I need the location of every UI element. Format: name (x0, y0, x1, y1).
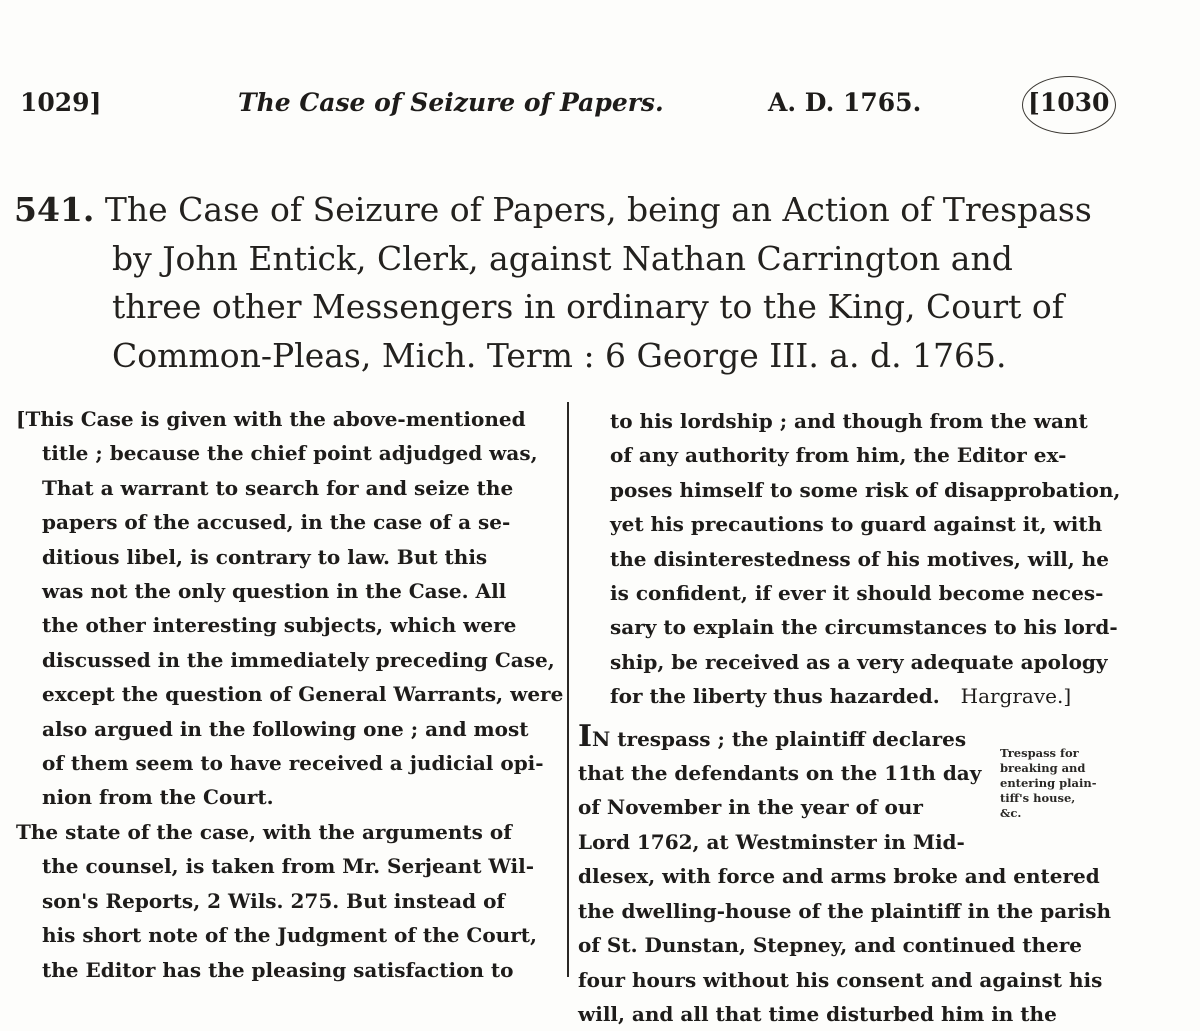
text-line: four hours without his consent and against his (578, 967, 1103, 992)
text-line: That a warrant to search for and seize the (42, 475, 514, 500)
text-line: yet his precautions to guard against it, with (610, 512, 1103, 537)
running-year: A. D. 1765. (768, 88, 922, 117)
running-title: The Case of Seizure of Papers. (238, 88, 664, 117)
text-line: sary to explain the circumstances to his lord- (610, 615, 1118, 640)
editor-signature: Hargrave.] (960, 684, 1072, 709)
text-line: ditious libel, is contrary to law. But this (42, 544, 488, 569)
text-line-body: N trespass ; the plaintiff declares (592, 726, 967, 751)
text-line: the dwelling-house of the plaintiff in the parish (578, 898, 1112, 923)
text-line: to his lordship ; and though from the want (610, 409, 1088, 433)
text-line: papers of the accused, in the case of a se- (42, 510, 511, 535)
text-line: of St. Dunstan, Stepney, and continued there (578, 933, 1083, 958)
text-line: [This Case is given with the above-mentioned (16, 407, 526, 431)
right-page-number: [1030 (1028, 88, 1110, 117)
text-line: son's Reports, 2 Wils. 275. But instead of (42, 888, 506, 913)
heading-line-1-text: The Case of Seizure of Papers, being an Action of Trespass (104, 190, 1092, 229)
closing-text: for the liberty thus hazarded. (610, 684, 940, 709)
margin-note (1000, 746, 1130, 821)
margin-note-line: breaking and (1000, 761, 1086, 775)
right-column (578, 404, 1121, 1031)
text-line: the Editor has the pleasing satisfaction to (42, 957, 514, 982)
left-page-number: 1029] (20, 88, 102, 117)
text-line: the disinterestedness of his motives, will, he (610, 546, 1109, 571)
text-line: dlesex, with force and arms broke and entered (578, 864, 1100, 889)
text-line: The state of the case, with the arguments of (16, 819, 512, 844)
text-line: also argued in the following one ; and most (42, 716, 529, 741)
text-line: except the question of General Warrants, were (42, 682, 564, 707)
running-head (20, 88, 1120, 128)
margin-note-line: entering plain- (1000, 776, 1097, 790)
case-heading (14, 186, 1124, 380)
text-line: Lord 1762, at Westminster in Mid- (578, 829, 965, 854)
text-line: is confident, if ever it should become neces- (610, 581, 1104, 606)
closing-line (578, 679, 1118, 713)
circled-page-number-mark (1022, 76, 1116, 134)
column-divider (567, 402, 569, 977)
text-line: ship, be received as a very adequate apology (610, 649, 1108, 674)
drop-cap: I (578, 718, 593, 754)
text-line: his short note of the Judgment of the Court, (42, 923, 537, 948)
text-line: will, and all that time disturbed him in the (578, 1001, 1057, 1026)
text-line: title ; because the chief point adjudged was, (42, 441, 538, 466)
heading-line-3: three other Messengers in ordinary to the King, Court of (112, 287, 1064, 326)
heading-line-2: by John Entick, Clerk, against Nathan Carrington and (112, 238, 1013, 278)
text-line: the other interesting subjects, which were (42, 613, 517, 638)
heading-line-1 (14, 186, 1124, 235)
heading-line-4: Common-Pleas, Mich. Term : 6 George III. a. d. 1765. (112, 335, 1007, 375)
text-line: discussed in the immediately preceding Case, (42, 647, 555, 672)
left-column (16, 402, 564, 987)
case-number: 541. (14, 190, 95, 229)
margin-note-line: &c. (1000, 806, 1022, 820)
text-line: nion from the Court. (42, 785, 274, 810)
text-line: of any authority from him, the Editor ex- (610, 443, 1067, 468)
text-line: of them seem to have received a judicial opi- (42, 751, 544, 776)
margin-note-line: tiff's house, (1000, 791, 1076, 805)
text-line: the counsel, is taken from Mr. Serjeant Wil- (42, 854, 535, 879)
text-line: that the defendants on the 11th day (578, 761, 982, 786)
text-line: poses himself to some risk of disapprobation, (610, 477, 1121, 502)
text-line: was not the only question in the Case. All (42, 579, 507, 604)
text-line: of November in the year of our (578, 795, 923, 820)
margin-note-line: Trespass for (1000, 746, 1079, 760)
